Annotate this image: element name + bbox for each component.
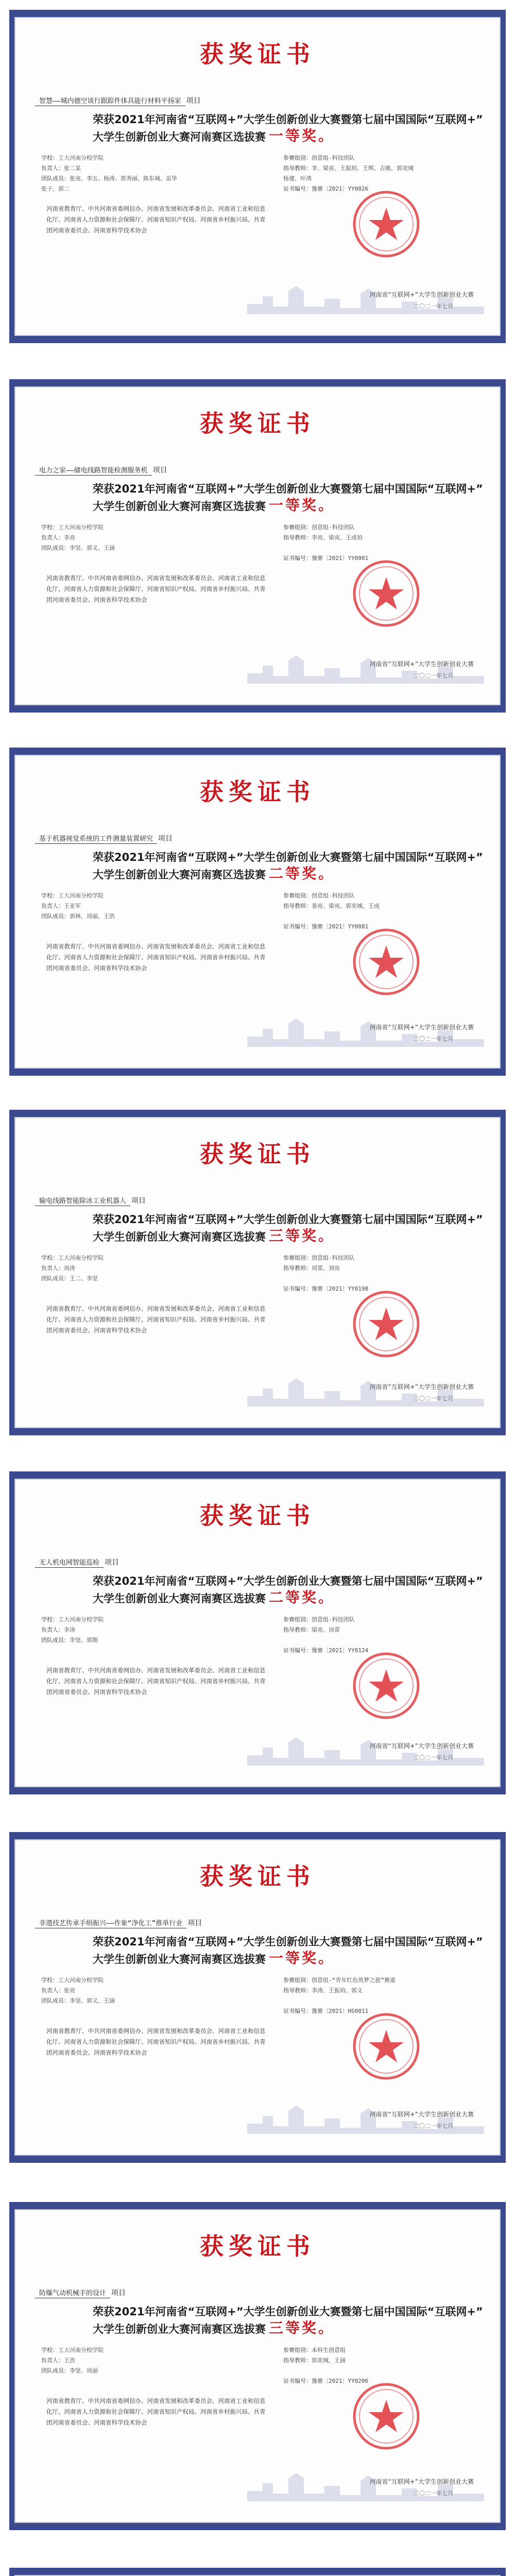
detail-label: 团队成员： xyxy=(41,913,70,920)
project-name: 防爆气动机械手的设计 xyxy=(35,2290,110,2298)
detail-value: 周雷、刘亮 xyxy=(312,1265,340,1272)
issue-date: 二〇二一年七月 xyxy=(414,2490,453,2497)
detail-value: 李坚、周丽 xyxy=(70,2367,98,2374)
award-certificate xyxy=(0,3,515,350)
project-name: 非遗技艺传承手绢振兴——作象“净化工”推单行业 xyxy=(35,1920,186,1928)
detail-label: 指导教师： xyxy=(283,2357,312,2364)
detail-label: 负责人： xyxy=(41,1626,64,1633)
award-statement-line-1: 荣获2021年河南省“互联网+”大学生创新创业大赛暨第七届中国国际“互联网+” xyxy=(93,113,483,126)
detail-label: 学校： xyxy=(41,892,58,899)
project-suffix: 项目 xyxy=(186,97,201,105)
detail-row xyxy=(41,522,258,533)
official-seal-icon xyxy=(350,557,422,630)
detail-row xyxy=(41,533,258,543)
detail-label: 指导教师： xyxy=(283,165,312,172)
project-name: 电力之家——储电线路智能检测服务机 xyxy=(35,467,152,476)
award-statement-line-2 xyxy=(93,1951,484,1967)
official-seal-icon xyxy=(350,1650,422,1722)
detail-label: 负责人： xyxy=(41,2357,64,2364)
detail-label: 指导教师： xyxy=(283,1265,312,1272)
detail-row xyxy=(283,1975,500,1986)
detail-label: 参赛组别： xyxy=(283,524,312,531)
detail-row xyxy=(41,1284,258,1294)
detail-row xyxy=(283,153,500,163)
detail-label: 团队成员： xyxy=(41,1275,70,1282)
detail-label: 负责人： xyxy=(41,1987,64,1994)
award-certificate xyxy=(0,1103,515,1443)
issuer-name: 河南省“互联网+”大学生创新创业大赛 xyxy=(369,2111,474,2118)
detail-row xyxy=(41,1986,258,1996)
project-name: 智慧——城内德空谈行跟踪件体具能行材料平扬家 xyxy=(35,97,185,106)
detail-row xyxy=(283,1253,500,1263)
issuer-name: 河南省“互联网+”大学生创新创业大赛 xyxy=(369,660,474,668)
official-seal-icon xyxy=(350,2010,422,2082)
certificate-title: 获奖证书 xyxy=(200,1140,315,1168)
award-grade: 一等奖。 xyxy=(269,127,335,144)
detail-value: 李坚、郭义、王涵 xyxy=(70,545,115,551)
certificate-title: 获奖证书 xyxy=(200,778,315,806)
organizer-list: 河南省教育厅、中共河南省委网信办、河南省发展和改革委员会、河南省工业和信息化厅、河南省人力资源和社会保障厅、河南省知识产权局、河南省乡村振兴局、共青团河南省委员会、河南省科学技术协会 xyxy=(46,205,266,234)
detail-value: 豫赛〔2021〕YY0198 xyxy=(312,1285,369,1292)
project-line xyxy=(35,1195,146,1206)
issue-date: 二〇二一年七月 xyxy=(414,1754,453,1761)
detail-row xyxy=(41,153,258,163)
award-certificate xyxy=(0,2195,515,2537)
detail-row xyxy=(41,1263,258,1274)
award-certificate xyxy=(0,2561,515,2576)
detail-row xyxy=(283,891,500,901)
detail-value: 创意组-科技团队 xyxy=(312,1616,355,1623)
details-left-column xyxy=(41,2345,258,2386)
certificate-title: 获奖证书 xyxy=(200,2232,315,2260)
award-grade: 二等奖。 xyxy=(269,1589,335,1606)
detail-label: 参赛组别： xyxy=(283,1977,312,1984)
certificate-title: 获奖证书 xyxy=(200,1502,315,1530)
details-left-column xyxy=(41,522,258,564)
project-line xyxy=(35,1557,119,1567)
detail-label: 证书编号： xyxy=(283,2008,312,2014)
detail-value: 创意组-科技团队 xyxy=(312,1255,355,1261)
detail-value: 张亮、李五、杨涛、郭秀丽、陈东城、苗华 xyxy=(70,175,177,182)
issue-date: 二〇二一年七月 xyxy=(414,1036,453,1042)
project-suffix: 项目 xyxy=(105,1558,119,1567)
award-grade: 一等奖。 xyxy=(269,497,335,514)
detail-value: 创意组-科技团队 xyxy=(312,524,355,531)
award-certificate xyxy=(0,372,515,720)
detail-label: 指导教师： xyxy=(283,1626,312,1633)
project-name: 基于机器视觉系统的工件测量装置研究 xyxy=(35,835,157,844)
detail-row xyxy=(41,1253,258,1263)
official-seal-icon xyxy=(350,188,422,260)
detail-row xyxy=(41,891,258,901)
detail-row xyxy=(41,1646,258,1656)
detail-value: 杨建、叶鸿 xyxy=(283,175,312,182)
award-statement-line-1: 荣获2021年河南省“互联网+”大学生创新创业大赛暨第七届中国国际“互联网+” xyxy=(93,851,483,863)
detail-value: 工大河南分校学院 xyxy=(58,1255,104,1261)
detail-row xyxy=(283,163,500,174)
detail-value: 创意组-“青年红色筑梦之旅”赛道 xyxy=(312,1977,396,1984)
award-certificate xyxy=(0,1464,515,1802)
project-suffix: 项目 xyxy=(152,466,167,474)
detail-row xyxy=(283,1274,500,1284)
award-statement-text: 大学生创新创业大赛河南赛区选拔赛 xyxy=(93,869,266,881)
detail-row xyxy=(283,911,500,922)
detail-value: 工大河南分校学院 xyxy=(58,155,104,161)
award-statement-line-1: 荣获2021年河南省“互联网+”大学生创新创业大赛暨第七届中国国际“互联网+” xyxy=(93,1936,483,1948)
detail-value: 李涛 xyxy=(64,1626,75,1633)
certificate-paper xyxy=(14,755,501,1069)
detail-row xyxy=(41,2355,258,2366)
detail-label: 负责人： xyxy=(41,903,64,909)
detail-label: 证书编号： xyxy=(283,2378,312,2384)
detail-label: 学校： xyxy=(41,155,58,161)
project-suffix: 项目 xyxy=(131,1197,146,1205)
award-statement-line-2 xyxy=(93,1228,484,1245)
detail-label: 学校： xyxy=(41,2347,58,2353)
detail-value: 周涛 xyxy=(64,1265,75,1272)
certificate-title: 获奖证书 xyxy=(200,1862,315,1890)
detail-value: 张二某 xyxy=(64,165,81,172)
detail-label: 证书编号： xyxy=(283,1285,312,1292)
detail-row xyxy=(41,1625,258,1635)
detail-value: 王亚军 xyxy=(64,903,81,909)
detail-row xyxy=(41,1635,258,1646)
award-grade: 三等奖。 xyxy=(269,1227,335,1244)
award-statement-line-1: 荣获2021年河南省“互联网+”大学生创新创业大赛暨第七届中国国际“互联网+” xyxy=(93,483,483,495)
detail-label: 负责人： xyxy=(41,534,64,541)
certificate-paper xyxy=(14,17,501,336)
certificate-title: 获奖证书 xyxy=(200,410,315,437)
organizer-list: 河南省教育厅、中共河南省委网信办、河南省发展和改革委员会、河南省工业和信息化厅、河南省人力资源和社会保障厅、河南省知识产权局、河南省乡村振兴局、共青团河南省委员会、河南省科学技术协会 xyxy=(46,1667,266,1696)
details-left-column xyxy=(41,153,258,194)
detail-row xyxy=(41,2366,258,2376)
detail-value: 郭林、周丽、王浩 xyxy=(70,913,115,920)
detail-value: 李坚、郭义、王涵 xyxy=(70,1997,115,2004)
award-statement-line-2 xyxy=(93,2320,484,2337)
detail-row xyxy=(41,1975,258,1986)
detail-label: 证书编号： xyxy=(283,1647,312,1654)
award-statement-line-2 xyxy=(93,128,484,145)
detail-label: 学校： xyxy=(41,1616,58,1623)
detail-row xyxy=(283,1625,500,1635)
detail-label: 团队成员： xyxy=(41,2367,70,2374)
detail-label: 学校： xyxy=(41,1977,58,1984)
award-statement-text: 大学生创新创业大赛河南赛区选拔赛 xyxy=(93,1231,266,1243)
award-statement-line-2 xyxy=(93,866,484,883)
organizer-list: 河南省教育厅、中共河南省委网信办、河南省发展和改革委员会、河南省工业和信息化厅、河南省人力资源和社会保障厅、河南省知识产权局、河南省乡村振兴局、共青团河南省委员会、河南省科学技术协会 xyxy=(46,574,266,603)
detail-row xyxy=(41,2376,258,2386)
certificate-paper xyxy=(14,386,501,705)
detail-row xyxy=(41,2345,258,2355)
detail-value: 李坚、郭刚 xyxy=(70,1637,98,1643)
details-left-column xyxy=(41,1253,258,1294)
detail-row xyxy=(283,1263,500,1274)
award-statement-line-2 xyxy=(93,498,484,514)
issue-date: 二〇二一年七月 xyxy=(414,1395,453,1402)
detail-label: 参赛组别： xyxy=(283,1616,312,1623)
project-suffix: 项目 xyxy=(111,2289,126,2297)
details-left-column xyxy=(41,1615,258,1656)
detail-value: 姜亮、梁亮、郭奕城、王成 xyxy=(312,903,380,909)
award-statement-text: 大学生创新创业大赛河南赛区选拔赛 xyxy=(93,2323,266,2335)
detail-value: 工大河南分校学院 xyxy=(58,524,104,531)
award-statement-text: 大学生创新创业大赛河南赛区选拔赛 xyxy=(93,131,266,143)
detail-value: 工大河南分校学院 xyxy=(58,892,104,899)
detail-label: 证书编号： xyxy=(283,185,312,192)
detail-row xyxy=(41,911,258,922)
official-seal-icon xyxy=(350,2380,422,2452)
organizer-list: 河南省教育厅、中共河南省委网信办、河南省发展和改革委员会、河南省工业和信息化厅、河南省人力资源和社会保障厅、河南省知识产权局、河南省乡村振兴局、共青团河南省委员会、河南省科学技术协会 xyxy=(46,2397,266,2426)
details-left-column xyxy=(41,891,258,932)
detail-row xyxy=(283,2345,500,2355)
detail-value: 郭奕城、王涵 xyxy=(312,2357,346,2364)
certificate-paper xyxy=(14,2209,501,2523)
project-line xyxy=(35,1918,202,1928)
issuer-name: 河南省“互联网+”大学生创新创业大赛 xyxy=(369,291,474,298)
project-suffix: 项目 xyxy=(187,1919,202,1927)
issuer-name: 河南省“互联网+”大学生创新创业大赛 xyxy=(369,1024,474,1031)
detail-row xyxy=(283,1615,500,1625)
detail-value: 工大河南分校学院 xyxy=(58,2347,104,2353)
detail-label: 团队成员： xyxy=(41,1637,70,1643)
project-line xyxy=(35,833,173,843)
official-seal-icon xyxy=(350,926,422,998)
certificate-paper xyxy=(14,1839,501,2156)
detail-row xyxy=(41,1274,258,1284)
detail-row xyxy=(283,1986,500,1996)
detail-label: 证书编号： xyxy=(283,923,312,930)
detail-value: 李亮 xyxy=(64,534,75,541)
issue-date: 二〇二一年七月 xyxy=(414,2123,453,2129)
detail-row xyxy=(41,1996,258,2006)
detail-value: 本科生创意组 xyxy=(312,2347,346,2353)
organizer-list: 河南省教育厅、中共河南省委网信办、河南省发展和改革委员会、河南省工业和信息化厅、河南省人力资源和社会保障厅、河南省知识产权局、河南省乡村振兴局、共青团河南省委员会、河南省科学技术协会 xyxy=(46,2027,266,2056)
detail-row xyxy=(283,2355,500,2366)
detail-value: 豫赛〔2021〕YY0026 xyxy=(312,185,369,192)
project-name: 输电线路智能除冰工业机器人 xyxy=(35,1197,130,1206)
award-grade: 一等奖。 xyxy=(269,1950,335,1967)
award-statement-text: 大学生创新创业大赛河南赛区选拔赛 xyxy=(93,500,266,513)
award-statement-text: 大学生创新创业大赛河南赛区选拔赛 xyxy=(93,1953,266,1965)
project-line xyxy=(35,2287,126,2298)
issuer-name: 河南省“互联网+”大学生创新创业大赛 xyxy=(369,1742,474,1750)
detail-value: 工大河南分校学院 xyxy=(58,1977,104,1984)
issuer-name: 河南省“互联网+”大学生创新创业大赛 xyxy=(369,1383,474,1391)
award-statement-line-1: 荣获2021年河南省“互联网+”大学生创新创业大赛暨第七届中国国际“互联网+” xyxy=(93,2306,483,2318)
detail-row xyxy=(41,901,258,911)
organizer-list: 河南省教育厅、中共河南省委网信办、河南省发展和改革委员会、河南省工业和信息化厅、河南省人力资源和社会保障厅、河南省知识产权局、河南省乡村振兴局、共青团河南省委员会、河南省科学技术协会 xyxy=(46,1305,266,1334)
detail-value: 工大河南分校学院 xyxy=(58,1616,104,1623)
project-line xyxy=(35,95,201,106)
detail-value: 李涛、王振珀、郭义 xyxy=(312,1987,363,1994)
issuer-name: 河南省“互联网+”大学生创新创业大赛 xyxy=(369,2478,474,2485)
detail-label: 指导教师： xyxy=(283,903,312,909)
detail-row xyxy=(283,543,500,553)
detail-row xyxy=(283,522,500,533)
detail-value: 王二、李坚 xyxy=(70,1275,98,1282)
detail-label: 指导教师： xyxy=(283,534,312,541)
project-line xyxy=(35,465,167,475)
detail-row xyxy=(283,2366,500,2376)
detail-label: 参赛组别： xyxy=(283,892,312,899)
award-statement-line-2 xyxy=(93,1590,484,1606)
detail-row xyxy=(283,1996,500,2006)
detail-row xyxy=(41,553,258,564)
detail-row xyxy=(283,1635,500,1646)
award-statement-line-1: 荣获2021年河南省“互联网+”大学生创新创业大赛暨第七届中国国际“互联网+” xyxy=(93,1213,483,1226)
detail-value: 张子、郭二 xyxy=(41,185,70,192)
detail-value: 梁亮、周雷 xyxy=(312,1626,340,1633)
certificate-paper xyxy=(14,1479,501,1787)
project-name: 无人机电网智能巡检 xyxy=(35,1559,104,1568)
detail-row xyxy=(41,184,258,194)
detail-value: 李亮、梁亮、王成珀 xyxy=(312,534,363,541)
issue-date: 二〇二一年七月 xyxy=(414,303,453,310)
detail-label: 团队成员： xyxy=(41,175,70,182)
detail-value: 李、梁亮、王振珀、王辉、吉姚、郭奕城 xyxy=(312,165,414,172)
detail-label: 参赛组别： xyxy=(283,2347,312,2353)
certificate-title: 获奖证书 xyxy=(200,40,315,68)
award-statement-text: 大学生创新创业大赛河南赛区选拔赛 xyxy=(93,1592,266,1605)
detail-row xyxy=(41,2006,258,2016)
organizer-list: 河南省教育厅、中共河南省委网信办、河南省发展和改革委员会、河南省工业和信息化厅、河南省人力资源和社会保障厅、河南省知识产权局、河南省乡村振兴局、共青团河南省委员会、河南省科学技术协会 xyxy=(46,943,266,972)
detail-label: 证书编号： xyxy=(283,555,312,562)
certificate-paper xyxy=(14,1117,501,1428)
detail-value: 创意组-科技团队 xyxy=(312,155,355,161)
award-grade: 三等奖。 xyxy=(269,2319,335,2336)
detail-label: 学校： xyxy=(41,1255,58,1261)
detail-value: 王浩 xyxy=(64,2357,75,2364)
detail-label: 负责人： xyxy=(41,1265,64,1272)
detail-row xyxy=(41,174,258,184)
detail-row xyxy=(41,1615,258,1625)
award-certificate xyxy=(0,1825,515,2170)
detail-value: 豫赛〔2021〕YY0124 xyxy=(312,1647,369,1654)
detail-value: 豫赛〔2021〕YY0001 xyxy=(312,555,369,562)
detail-value: 张亮 xyxy=(64,1987,75,1994)
detail-value: 创意组-科技团队 xyxy=(312,892,355,899)
detail-label: 团队成员： xyxy=(41,1997,70,2004)
detail-label: 学校： xyxy=(41,524,58,531)
detail-row xyxy=(41,922,258,932)
project-suffix: 项目 xyxy=(158,835,173,843)
detail-row xyxy=(41,543,258,553)
detail-label: 负责人： xyxy=(41,165,64,172)
detail-value: 豫赛〔2021〕HS0011 xyxy=(312,2008,369,2014)
award-certificate xyxy=(0,740,515,1083)
detail-label: 参赛组别： xyxy=(283,1255,312,1261)
official-seal-icon xyxy=(350,1288,422,1360)
detail-row xyxy=(41,163,258,174)
detail-row xyxy=(283,174,500,184)
detail-value: 豫赛〔2021〕YY0081 xyxy=(312,923,369,930)
award-grade: 二等奖。 xyxy=(269,865,335,882)
award-statement-line-1: 荣获2021年河南省“互联网+”大学生创新创业大赛暨第七届中国国际“互联网+” xyxy=(93,1575,483,1587)
detail-row xyxy=(283,901,500,911)
detail-value: 豫赛〔2021〕YY0206 xyxy=(312,2378,369,2384)
details-left-column xyxy=(41,1975,258,2016)
detail-label: 指导教师： xyxy=(283,1987,312,1994)
detail-label: 参赛组别： xyxy=(283,155,312,161)
detail-label: 团队成员： xyxy=(41,545,70,551)
detail-row xyxy=(283,533,500,543)
issue-date: 二〇二一年七月 xyxy=(414,672,453,679)
